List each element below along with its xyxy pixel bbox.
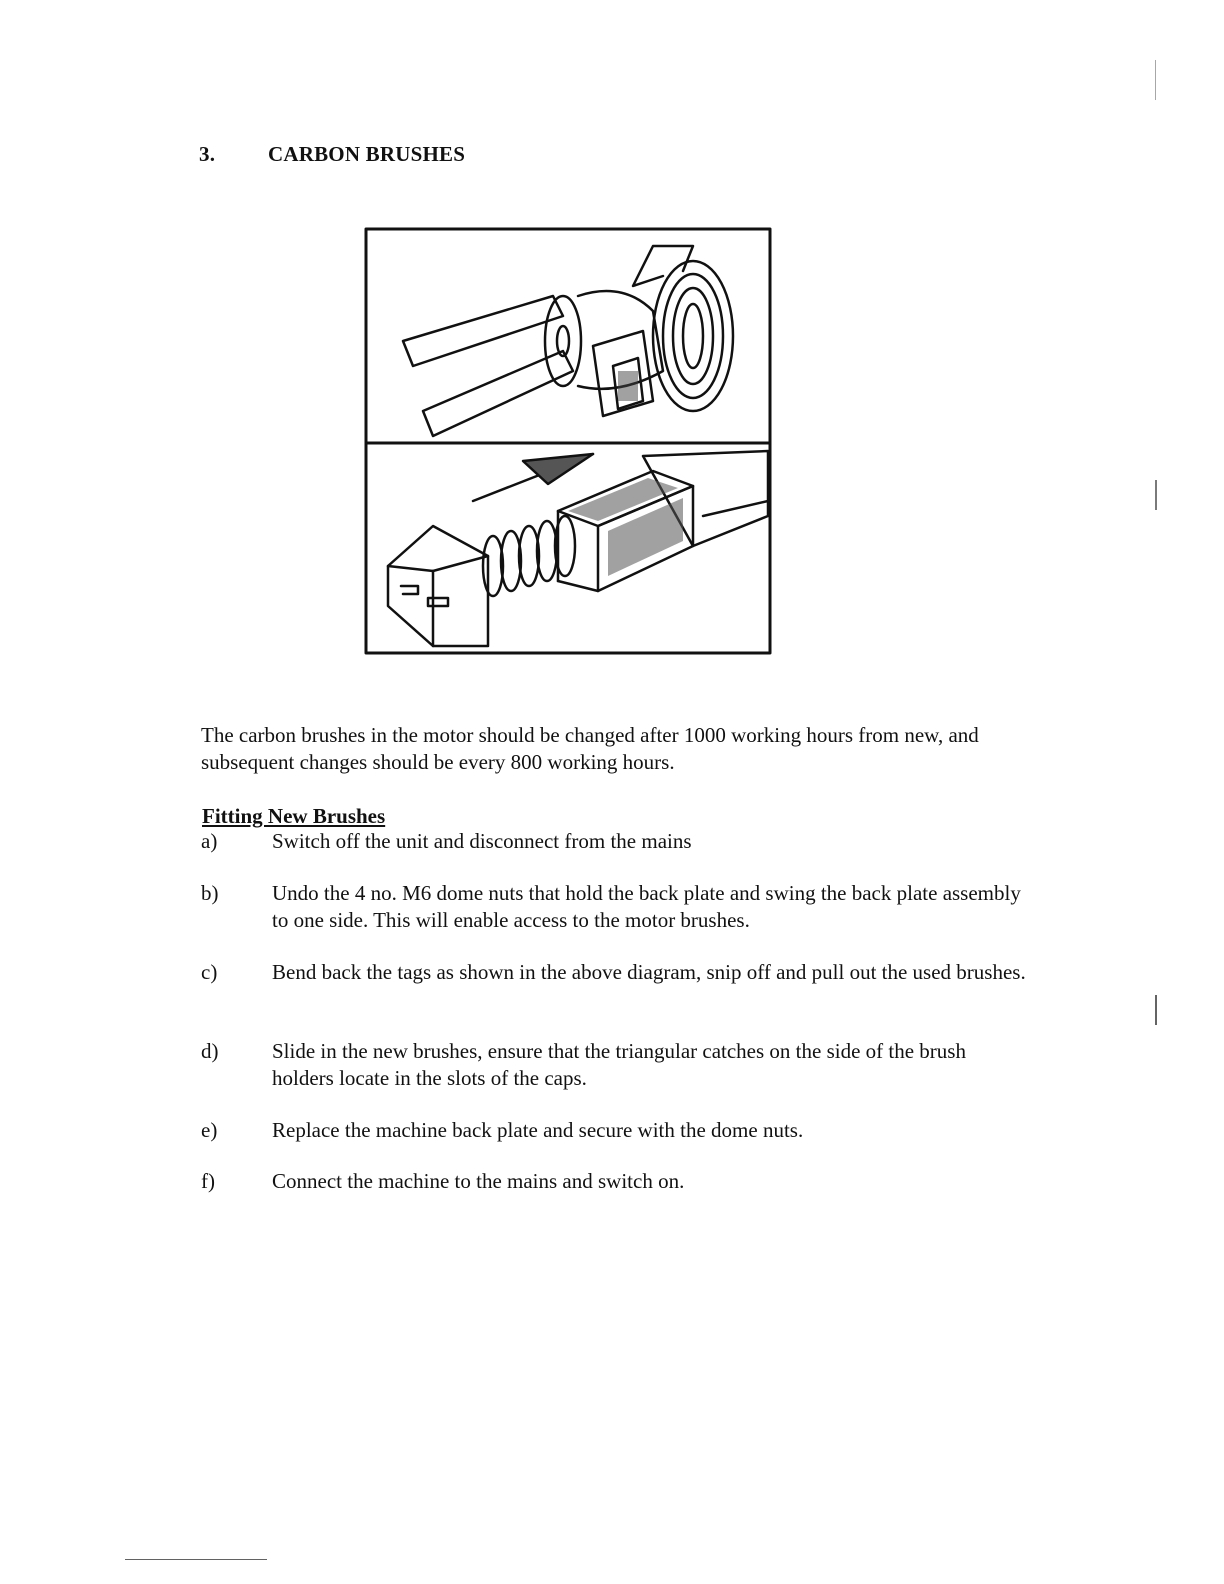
motor-top-view — [403, 246, 733, 436]
section-number: 3. — [199, 142, 216, 166]
brush-detail-view — [388, 451, 768, 646]
step-letter: e) — [201, 1118, 218, 1142]
section-heading — [199, 142, 465, 167]
step-letter: f) — [201, 1169, 215, 1193]
footer-rule — [125, 1559, 267, 1560]
scan-artifact — [1155, 995, 1157, 1025]
fitting-heading: Fitting New Brushes — [202, 804, 386, 828]
scan-artifact — [1155, 480, 1157, 510]
step-text: Bend back the tags as shown in the above diagram, snip off and pull out the used brushes. — [272, 960, 1026, 984]
step-text: Undo the 4 no. M6 dome nuts that hold the back plate and swing the back plate assembly to one side. This will enable access to the motor brushes. — [272, 881, 1021, 932]
step-letter: b) — [201, 881, 219, 905]
step-text: Slide in the new brushes, ensure that the triangular catches on the side of the brush holders locate in the slots of the caps. — [272, 1039, 966, 1090]
step-text: Switch off the unit and disconnect from the mains — [272, 829, 692, 853]
scan-artifact — [1155, 60, 1156, 100]
carbon-brush-diagram — [363, 226, 773, 656]
step-text: Connect the machine to the mains and switch on. — [272, 1169, 685, 1193]
step-letter: c) — [201, 960, 218, 984]
intro-paragraph: The carbon brushes in the motor should be changed after 1000 working hours from new, and subsequent changes should be every 800 working hours. — [201, 723, 979, 774]
step-letter: d) — [201, 1039, 219, 1063]
step-letter: a) — [201, 829, 218, 853]
step-text: Replace the machine back plate and secure with the dome nuts. — [272, 1118, 804, 1142]
section-title: CARBON BRUSHES — [268, 142, 466, 166]
